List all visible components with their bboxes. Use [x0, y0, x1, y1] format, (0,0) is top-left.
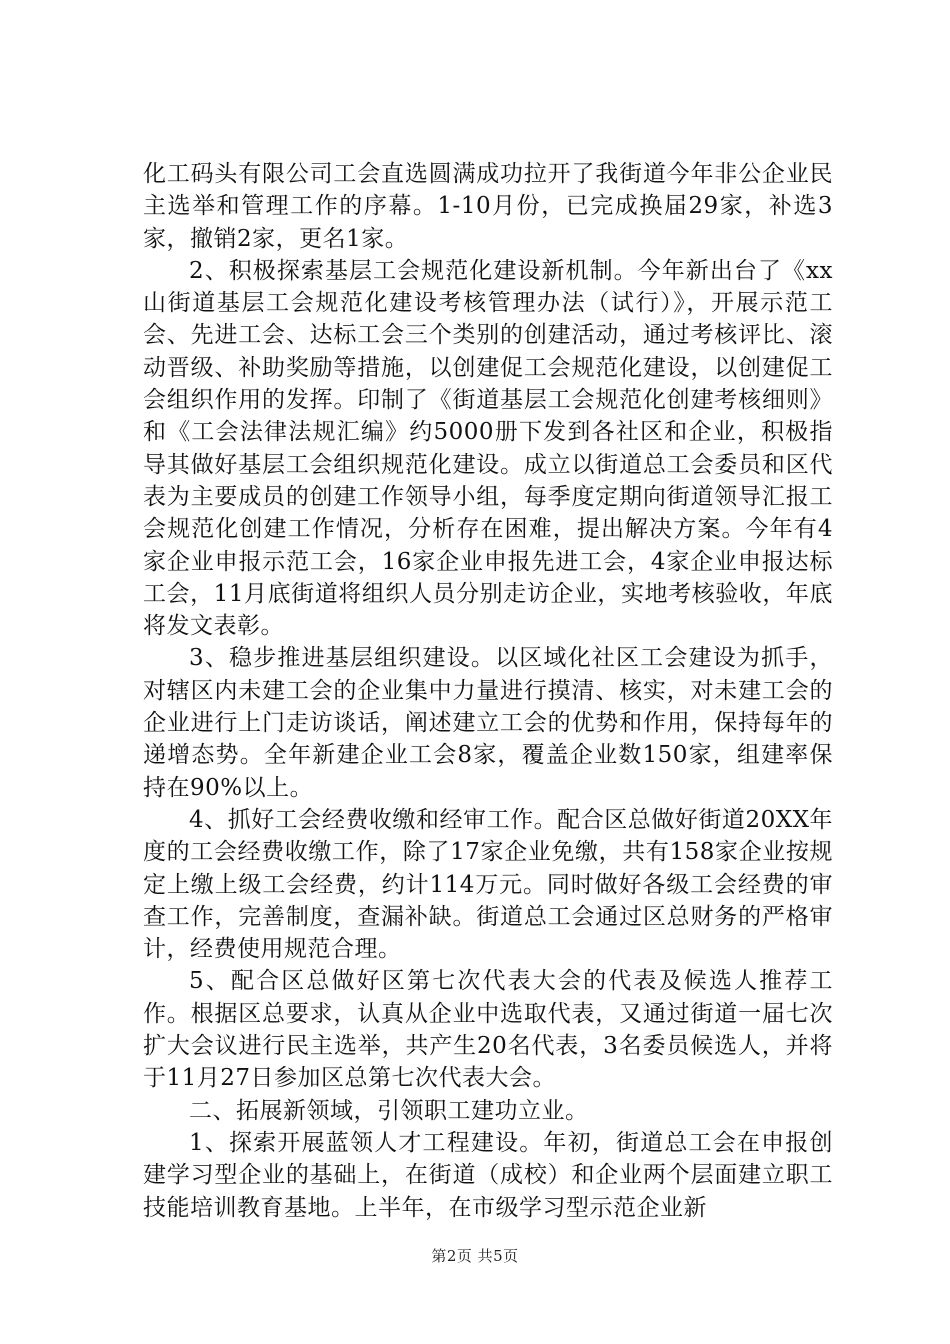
document-body	[143, 158, 833, 1224]
paragraph-continuation: 化工码头有限公司工会直选圆满成功拉开了我街道今年非公企业民主选举和管理工作的序幕。1-10月份，已完成换届29家，补选3家，撤销2家，更名1家。	[143, 161, 833, 252]
page-number-footer: 第2页 共5页	[431, 1247, 519, 1265]
paragraph-item-3: 3、稳步推进基层组织建设。以区域化社区工会建设为抓手，对辖区内未建工会的企业集中力量进行摸清、核实，对未建工会的企业进行上门走访谈话，阐述建立工会的优势和作用，保持每年的递增态势。全年新建企业工会8家，覆盖企业数150家，组建率保持在90%以上。	[143, 645, 833, 801]
paragraph-item-4: 4、抓好工会经费收缴和经审工作。配合区总做好街道20XX年度的工会经费收缴工作，除了17家企业免缴，共有158家企业按规定上缴上级工会经费，约计114万元。同时做好各级工会经费的审查工作，完善制度，查漏补缺。街道总工会通过区总财务的严格审计，经费使用规范合理。	[143, 806, 833, 963]
paragraph-item-5: 5、配合区总做好区第七次代表大会的代表及候选人推荐工作。根据区总要求，认真从企业中选取代表，又通过街道一届七次扩大会议进行民主选举，共产生20名代表，3名委员候选人，并将于11月27日参加区总第七次代表大会。	[143, 968, 833, 1092]
paragraph-item-2: 2、积极探索基层工会规范化建设新机制。今年新出台了《xx山街道基层工会规范化建设考核管理办法（试行）》，开展示范工会、先进工会、达标工会三个类别的创建活动，通过考核评比、滚动晋级、补助奖励等措施，以创建促工会规范化建设，以创建促工会组织作用的发挥。印制了《街道基层工会规范化创建考核细则》和《工会法律法规汇编》约5000册下发到各社区和企业，积极指导其做好基层工会组织规范化建设。成立以街道总工会委员和区代表为主要成员的创建工作领导小组，每季度定期向街道领导汇报工会规范化创建工作情况，分析存在困难，提出解决方案。今年有4家企业申报示范工会，16家企业申报先进工会，4家企业申报达标工会，11月底街道将组织人员分别走访企业，实地考核验收，年底将发文表彰。	[143, 257, 833, 640]
paragraph-section2-item-1: 1、探索开展蓝领人才工程建设。年初，街道总工会在申报创建学习型企业的基础上，在街道（成校）和企业两个层面建立职工技能培训教育基地。上半年，在市级学习型示范企业新	[143, 1129, 833, 1221]
section-heading: 二、拓展新领域，引领职工建功立业。	[189, 1097, 589, 1124]
